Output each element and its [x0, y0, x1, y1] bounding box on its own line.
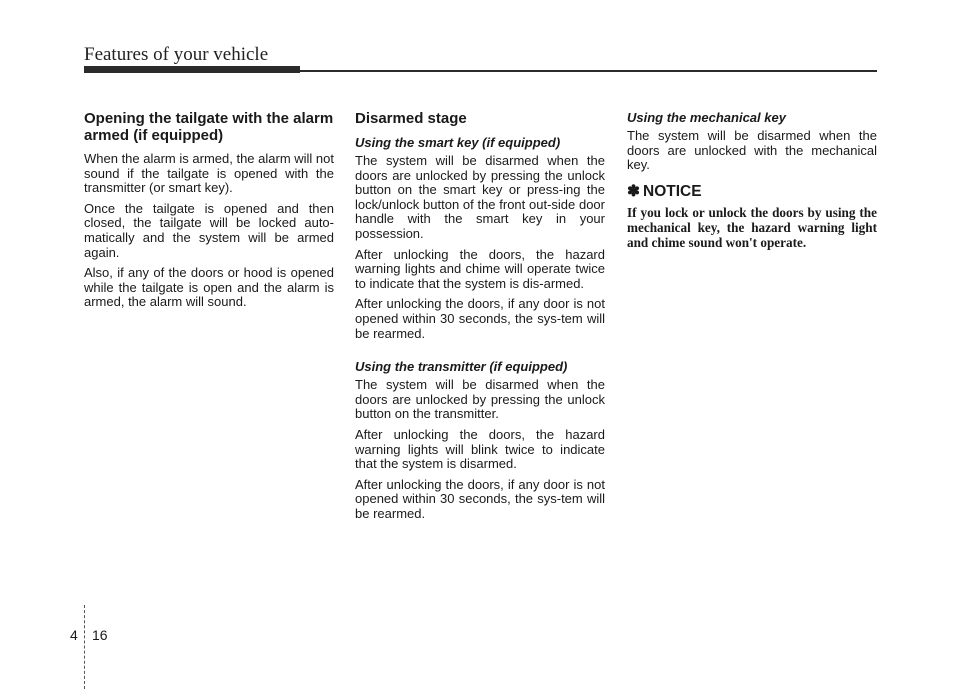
paragraph: After unlocking the doors, if any door is not opened within 30 seconds, the sys-tem will be rearmed. [355, 476, 605, 521]
paragraph: Also, if any of the doors or hood is opened while the tailgate is open and the alarm is armed, the alarm will sound. [84, 265, 334, 310]
header-bar [84, 66, 300, 73]
paragraph: After unlocking the doors, the hazard warning lights will blink twice to indicate that the system is disarmed. [355, 426, 605, 472]
paragraph: The system will be disarmed when the doors are unlocked by pressing the unlock button on the smart key or press-ing the lock/unlock button of the front out-side door handle with the smart key in your possession. [355, 153, 605, 241]
paragraph: When the alarm is armed, the alarm will not sound if the tailgate is opened with the transmitter (or smart key). [84, 151, 334, 196]
paragraph: The system will be disarmed when the doors are unlocked with the mechanical key. [627, 128, 877, 173]
notice-star-icon: ✽ [627, 182, 640, 200]
section-heading-tailgate: Opening the tailgate with the alarm armed (if equipped) [84, 110, 334, 144]
paragraph: After unlocking the doors, the hazard warning lights and chime will operate twice to indicate that the system is dis-armed. [355, 246, 605, 291]
column-right [627, 110, 877, 256]
section-heading-disarmed: Disarmed stage [355, 110, 467, 127]
notice-body: If you lock or unlock the doors by using the mechanical key, the hazard warning light and chime sound won't operate. [627, 204, 877, 251]
notice-label: NOTICE [643, 182, 702, 200]
subheading-transmitter: Using the transmitter (if equipped) [355, 359, 568, 375]
subheading-mechanical-key: Using the mechanical key [627, 110, 786, 125]
notice-heading [627, 183, 877, 201]
column-left [84, 110, 334, 316]
chapter-number: 4 [70, 627, 78, 643]
footer-divider [84, 605, 85, 689]
paragraph: Once the tailgate is opened and then closed, the tailgate will be locked auto-matically and the system will be armed again. [84, 200, 334, 260]
page-header-title: Features of your vehicle [84, 44, 269, 65]
page-number: 16 [92, 627, 108, 643]
paragraph: After unlocking the doors, if any door is not opened within 30 seconds, the sys-tem will be rearmed. [355, 296, 605, 341]
header-rule [300, 70, 877, 72]
paragraph: The system will be disarmed when the doors are unlocked by pressing the unlock button on the transmitter. [355, 377, 605, 422]
subheading-smart-key: Using the smart key (if equipped) [355, 135, 561, 150]
column-middle [355, 110, 605, 527]
